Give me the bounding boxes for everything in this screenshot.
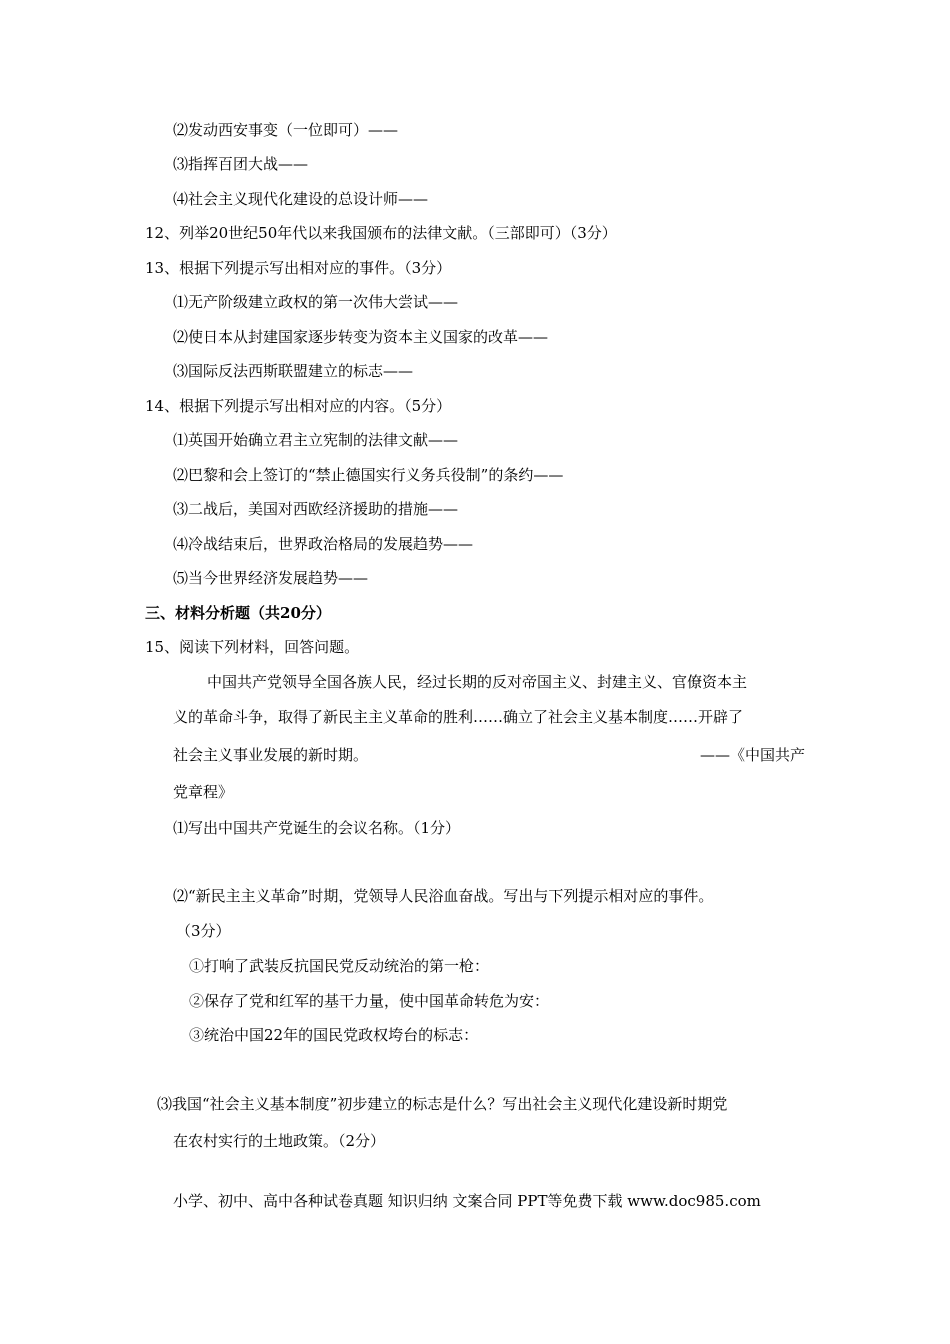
- question-15-part-1: ⑴写出中国共产党诞生的会议名称。（1分）: [173, 819, 461, 837]
- question-15-part-2-item-2: ②保存了党和红军的基干力量，使中国革命转危为安：: [189, 992, 550, 1010]
- question-15-part-2-item-1: ①打响了武装反抗国民党反动统治的第一枪：: [189, 957, 490, 975]
- question-13-item-3: ⑶国际反法西斯联盟建立的标志——: [173, 362, 414, 380]
- question-13-item-1: ⑴无产阶级建立政权的第一次伟大尝试——: [173, 293, 459, 311]
- material-paragraph-line-3: 社会主义事业发展的新时期。: [173, 746, 369, 764]
- section-3-heading: 三、材料分析题（共20分）: [145, 604, 331, 622]
- material-paragraph-line-2: 义的革命斗争，取得了新民主主义革命的胜利……确立了社会主义基本制度……开辟了: [173, 708, 744, 726]
- question-15-part-3-line-1: ⑶我国“社会主义基本制度”初步建立的标志是什么？写出社会主义现代化建设新时期党: [157, 1095, 728, 1113]
- footer-text: 小学、初中、高中各种试卷真题 知识归纳 文案合同 PPT等免费下载 www.doc985.com: [173, 1192, 761, 1210]
- question-14-item-5: ⑸当今世界经济发展趋势——: [173, 569, 369, 587]
- question-14-item-3: ⑶二战后，美国对西欧经济援助的措施——: [173, 500, 459, 518]
- question-11-item-2: ⑵发动西安事变（一位即可）——: [173, 121, 399, 139]
- question-15-part-2: ⑵“新民主主义革命”时期，党领导人民浴血奋战。写出与下列提示相对应的事件。: [173, 887, 714, 905]
- material-source-continued: 党章程》: [173, 783, 234, 801]
- question-13: 13、根据下列提示写出相对应的事件。（3分）: [145, 259, 452, 277]
- material-source: ——《中国共产: [700, 746, 806, 764]
- question-13-item-2: ⑵使日本从封建国家逐步转变为资本主义国家的改革——: [173, 328, 549, 346]
- question-11-item-3: ⑶指挥百团大战——: [173, 155, 309, 173]
- question-15-part-2-item-3: ③统治中国22年的国民党政权垮台的标志：: [189, 1026, 479, 1044]
- question-14: 14、根据下列提示写出相对应的内容。（5分）: [145, 397, 452, 415]
- question-15: 15、阅读下列材料，回答问题。: [145, 638, 360, 656]
- question-14-item-1: ⑴英国开始确立君主立宪制的法律文献——: [173, 431, 459, 449]
- question-15-part-2-score: （3分）: [176, 922, 231, 940]
- question-15-part-3-line-2: 在农村实行的土地政策。（2分）: [173, 1132, 386, 1150]
- question-11-item-4: ⑷社会主义现代化建设的总设计师——: [173, 190, 429, 208]
- question-12: 12、列举20世纪50年代以来我国颁布的法律文献。（三部即可）（3分）: [145, 224, 617, 242]
- question-14-item-2: ⑵巴黎和会上签订的“禁止德国实行义务兵役制”的条约——: [173, 466, 564, 484]
- question-14-item-4: ⑷冷战结束后，世界政治格局的发展趋势——: [173, 535, 474, 553]
- material-paragraph-line-1: 中国共产党领导全国各族人民，经过长期的反对帝国主义、封建主义、官僚资本主: [207, 673, 748, 691]
